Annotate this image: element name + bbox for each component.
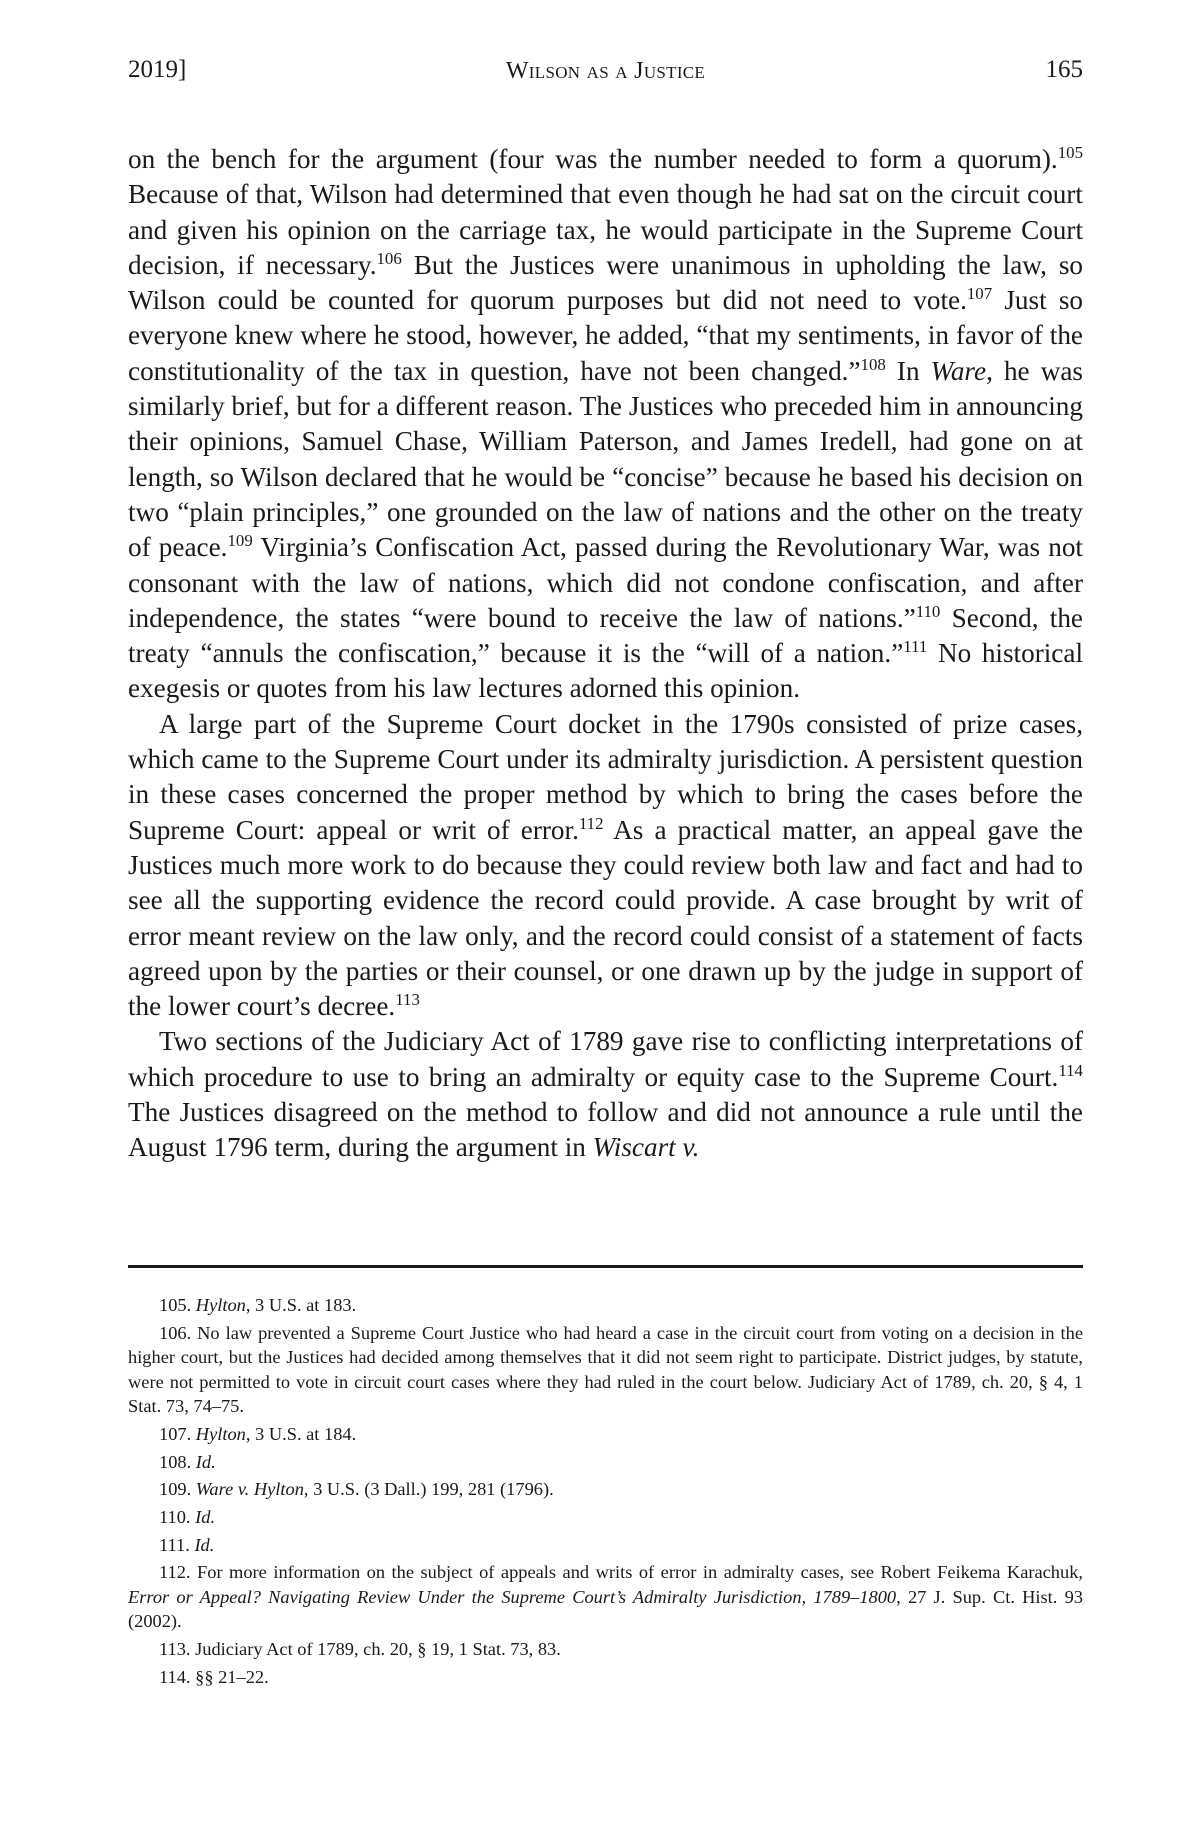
journal-cite: , 27 J. Sup. Ct. Hist. 93 (2002). (128, 1586, 1083, 1632)
case-name-wiscart: Wiscart v. (592, 1132, 700, 1163)
text-run: No historical exegesis or quotes from his law lectures adorned this opinion. (128, 638, 1083, 704)
footnote-107 (128, 1422, 1083, 1447)
footnote-text: , 3 U.S. (3 Dall.) 199, 281 (1796). (303, 1479, 554, 1500)
text-run: Because of that, Wilson had determined that even though he had sat on the circuit court and given his opinion on the carriage tax, he would participate in the Supreme Court decision, if necessary. (128, 179, 1083, 280)
text-run: As a practical matter, an appeal gave the Justices much more work to do because they could review both law and fact and had to see all the supporting evidence the record could provide. A case brought by writ of error meant review on the law only, and the record could consist of a statement of facts agreed upon by the parties or their counsel, or one drawn up by the judge in support of the lower court’s decree. (128, 814, 1083, 1022)
footnote-number: 106. (159, 1322, 192, 1343)
footnote-108 (128, 1450, 1083, 1475)
running-head-year: 2019] (128, 56, 187, 83)
footnote-ref-109[interactable]: 109 (227, 531, 253, 551)
footnote-text: , 3 U.S. at 183. (245, 1295, 357, 1315)
text-run: The Justices disagreed on the method to follow and did not announce a rule until the August 1796 term, during the argument in (128, 1097, 1083, 1163)
text-run: Virginia’s Confiscation Act, passed during the Revolutionary War, was not consonant with the law of nations, which did not condone confiscation, and after independence, the states “were bound to receive the law of nations.” (128, 532, 1083, 633)
footnote-cite: Id. (195, 1506, 216, 1527)
text-run: , he was similarly brief, but for a different reason. The Justices who preceded him in announcing their opinions, Samuel Chase, William Paterson, and James Iredell, had gone on at length, so Wilson declared that he would be “concise” because he based his decision on two “plain principles,” one grounded on the law of nations and the other on the treaty of peace. (128, 355, 1083, 563)
footnote-number: 108. (159, 1451, 192, 1472)
page-number: 165 (1045, 56, 1083, 83)
running-head (128, 56, 1083, 96)
footnote-ref-106[interactable]: 106 (376, 249, 402, 269)
text-run: Second, the treaty “annuls the confiscation,” because it is the “will of a nation.” (128, 602, 1083, 669)
footnote-112 (128, 1560, 1083, 1634)
footnote-105 (128, 1293, 1083, 1318)
footnote-number: 110. (159, 1506, 191, 1527)
body-text (128, 142, 1083, 1166)
footnote-cite: Hylton (195, 1423, 246, 1444)
footnote-number: 114. (159, 1666, 191, 1687)
footnote-ref-110[interactable]: 110 (915, 602, 941, 622)
footnote-cite: Id. (194, 1534, 215, 1555)
footnote-ref-113[interactable]: 113 (395, 990, 420, 1010)
text-run: Just so everyone knew where he stood, however, he added, “that my sentiments, in favor of the constitutionality of the tax in question, have not been changed.” (128, 285, 1083, 386)
footnote-text: , 3 U.S. at 184. (245, 1423, 357, 1444)
footnote-ref-112[interactable]: 112 (578, 813, 604, 833)
footnote-number: 109. (159, 1479, 192, 1500)
text-run: Two sections of the Judiciary Act of 1789 gave rise to conflicting interpretations of which procedure to use to bring an admiralty or equity case to the Supreme Court. (128, 1026, 1083, 1092)
footnote-cite: Hylton (195, 1295, 246, 1315)
text-run: A large part of the Supreme Court docket in the 1790s consisted of prize cases, which came to the Supreme Court under its admiralty jurisdiction. A persistent question in these cases concerned the proper method by which to bring the cases before the Supreme Court: appeal or writ of error. (128, 708, 1083, 845)
running-head-title: Wilson as a Justice (505, 58, 706, 84)
footnote-113 (128, 1637, 1083, 1662)
footnote-cite: Ware v. Hylton (195, 1479, 304, 1500)
footnote-111 (128, 1533, 1083, 1558)
text-run: But the Justices were unanimous in upholding the law, so Wilson could be counted for quorum purposes but did not need to vote. (128, 249, 1083, 316)
footnote-text: For more information on the subject of appeals and writs of error in admiralty cases, see Robert Feikema Karachuk, (197, 1562, 1083, 1583)
footnote-text: No law prevented a Supreme Court Justice who had heard a case in the circuit court from voting on a decision in the higher court, but the Justices had decided among themselves that it did not seem right to participate. District judges, by statute, were not permitted to vote in circuit court cases where they had ruled in the court below. Judiciary Act of 1789, ch. 20, § 4, 1 Stat. 73, 74–75. (128, 1322, 1083, 1417)
paragraph-1 (128, 142, 1083, 707)
footnote-number: 113. (159, 1639, 191, 1659)
footnote-number: 107. (159, 1423, 192, 1444)
footnote-divider (128, 1265, 1083, 1268)
footnote-109 (128, 1477, 1083, 1502)
footnote-106 (128, 1321, 1083, 1419)
footnote-ref-105[interactable]: 105 (1057, 143, 1083, 163)
footnote-114 (128, 1665, 1083, 1690)
footnote-text: §§ 21–22. (195, 1666, 269, 1687)
footnote-ref-111[interactable]: 111 (903, 637, 928, 657)
text-run: In (885, 355, 931, 386)
footnotes (128, 1293, 1083, 1689)
footnote-110 (128, 1505, 1083, 1530)
footnote-ref-107[interactable]: 107 (966, 284, 993, 304)
footnote-number: 112. (159, 1562, 191, 1583)
text-run: on the bench for the argument (four was the number needed to form a quorum). (128, 144, 1058, 174)
paragraph-3 (128, 1024, 1083, 1165)
footnote-text: Judiciary Act of 1789, ch. 20, § 19, 1 Stat. 73, 83. (195, 1639, 561, 1659)
article-title: Error or Appeal? Navigating Review Under the Supreme Court’s Admiralty Jurisdiction, 1789–1800 (128, 1586, 897, 1607)
case-name-ware: Ware (930, 355, 987, 386)
footnote-number: 111. (159, 1534, 190, 1555)
paragraph-2 (128, 707, 1083, 1025)
footnote-number: 105. (159, 1295, 192, 1315)
footnote-ref-114[interactable]: 114 (1058, 1060, 1083, 1080)
footnote-cite: Id. (195, 1451, 216, 1472)
footnote-ref-108[interactable]: 108 (860, 355, 886, 375)
